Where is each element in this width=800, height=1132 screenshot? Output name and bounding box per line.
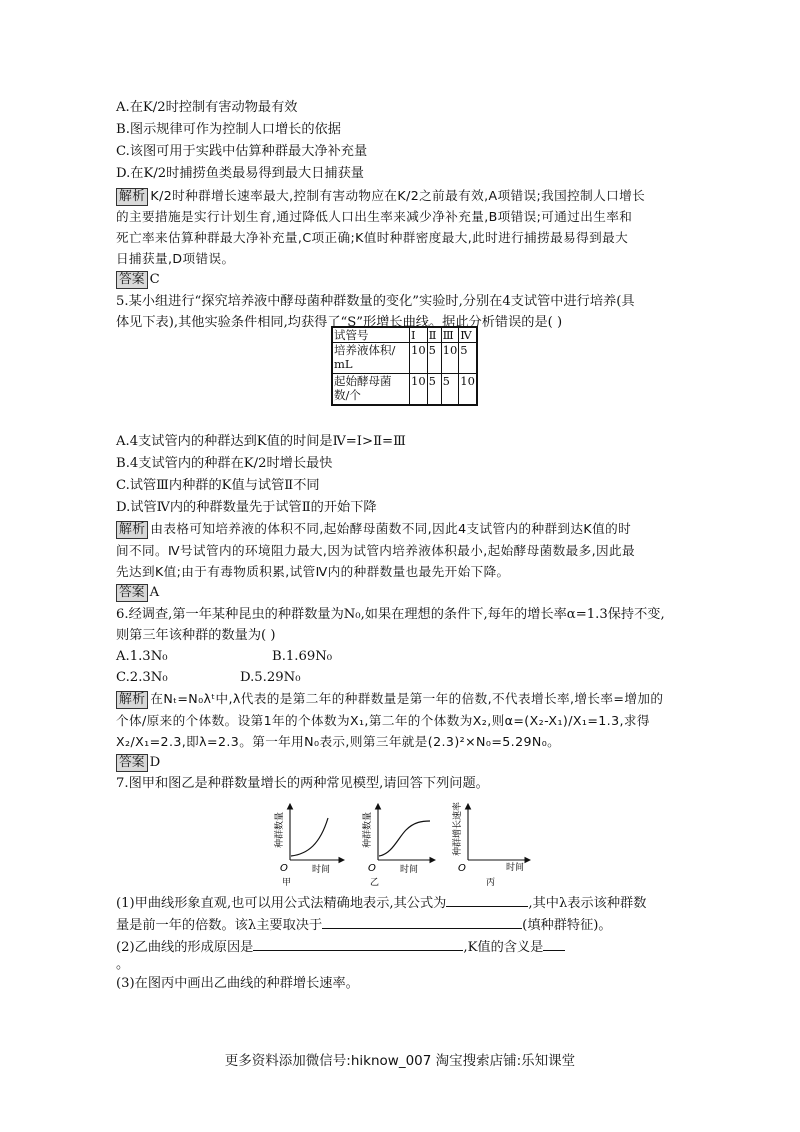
k-meaning-blank[interactable]	[543, 936, 565, 951]
q6-option-b: B.1.69N₀	[272, 649, 333, 664]
q6-stem-line-2: 则第三年该种群的数量为( )	[116, 628, 276, 643]
graph-bing-caption: 丙	[486, 878, 496, 888]
q5-option-d: D.试管Ⅳ内的种群数量先于试管Ⅱ的开始下降	[116, 500, 377, 515]
table-header-cell: Ⅲ	[441, 327, 459, 343]
s-curve	[379, 821, 430, 856]
q5-analysis-line-2: 间不同。Ⅳ号试管内的环境阻力最大,因为试管内培养液体积最小,起始酵母菌数最多,因此最	[116, 543, 635, 558]
q6-analysis-line-2: 个体/原来的个体数。设第1年的个体数为X₁,第二年的个体数为X₂,则α=(X₂-X₁)/X₁=1.3,求得	[116, 713, 650, 728]
q7-sub1-line-2: 量是前一年的倍数。该λ主要取决于 (填种群特征)。	[116, 914, 612, 935]
q4-option-c: C.该图可用于实践中估算种群最大净补充量	[116, 144, 368, 159]
q7-sub3: (3)在图丙中画出乙曲线的种群增长速率。	[116, 976, 359, 991]
graph-yi	[361, 804, 435, 888]
q4-option-d: D.在K/2时捕捞鱼类最易得到最大日捕获量	[116, 166, 364, 181]
q4-analysis-line-4: 日捕获量,D项错误。	[116, 251, 235, 266]
graph-yi-caption: 乙	[370, 878, 380, 888]
answer-tag: 答案	[116, 271, 148, 289]
trait-blank[interactable]	[322, 914, 522, 929]
q7-graphs	[260, 800, 540, 888]
q5-stem-line-1: 5.某小组进行“探究培养液中酵母菌种群数量的变化”实验时,分别在4支试管中进行培养(具	[116, 294, 635, 309]
q5-answer: 答案 A	[116, 583, 159, 602]
q6-option-a: A.1.3N₀	[116, 649, 168, 664]
q7-sub1-line-1: (1)甲曲线形象直观,也可以用公式法精确地表示,其公式为 ,其中λ表示该种群数	[116, 892, 646, 913]
graph-yi-xlabel: 时间	[400, 865, 419, 875]
j-curve	[291, 818, 328, 856]
table-row: 起始酵母菌 数/个 10 5 5 10	[332, 374, 477, 406]
graph-bing-origin: O	[458, 863, 466, 874]
table-header-cell: 试管号	[332, 327, 410, 343]
graph-jia-caption: 甲	[282, 878, 292, 888]
graph-jia-xlabel: 时间	[312, 865, 331, 875]
formula-blank[interactable]	[446, 892, 528, 907]
q4-analysis-line-3: 死亡率来估算种群最大净补充量,C项正确;K值时种群密度最大,此时进行捕捞最易得到最大	[116, 230, 629, 245]
graph-jia	[273, 804, 344, 888]
q5-option-b: B.4支试管内的种群在K/2时增长最快	[116, 456, 333, 471]
q4-analysis-line-1: 解析 K/2时种群增长速率最大,控制有害动物应在K/2之前最有效,A项错误;我国控制人口增长	[116, 186, 645, 206]
table-row: 培养液体积/ mL 10 5 10 5	[332, 343, 477, 374]
graph-yi-origin: O	[368, 863, 376, 874]
q7-sub2-line-2: 。	[116, 957, 130, 972]
q4-option-a: A.在K/2时控制有害动物最有效	[116, 100, 298, 115]
q4-analysis-line-2: 的主要措施是实行计划生育,通过降低人口出生率来减少净补充量,B项错误;可通过出生率和	[116, 209, 633, 224]
graph-bing	[451, 802, 530, 888]
q7-sub2-line-1: (2)乙曲线的形成原因是 ,K值的含义是	[116, 936, 565, 957]
graph-bing-xlabel: 时间	[506, 863, 525, 873]
q4-answer: 答案 C	[116, 270, 160, 289]
q6-option-c: C.2.3N₀	[116, 670, 168, 685]
reason-blank[interactable]	[253, 936, 463, 951]
table-header-cell: Ⅱ	[427, 327, 441, 343]
table-header-row	[332, 327, 477, 343]
graph-jia-origin: O	[280, 863, 288, 874]
q5-analysis-line-1: 解析 由表格可知培养液的体积不同,起始酵母菌数不同,因此4支试管内的种群到达K值的时	[116, 519, 631, 539]
graph-yi-ylabel: 种群数量	[363, 811, 373, 848]
q5-stem-line-2: 体见下表),其他实验条件相同,均获得了“S”形增长曲线。据此分析错误的是( )	[116, 315, 563, 330]
footer-note: 更多资料添加微信号:hiknow_007 淘宝搜索店铺:乐知课堂	[224, 1053, 576, 1069]
q5-option-c: C.试管Ⅲ内种群的K值与试管Ⅱ不同	[116, 478, 320, 493]
table-header-cell: Ⅳ	[459, 327, 477, 343]
answer-tag: 答案	[116, 584, 148, 602]
answer-tag: 答案	[116, 754, 148, 772]
q6-analysis-line-1: 解析 在Nₜ=N₀λᵗ中,λ代表的是第二年的种群数量是第一年的倍数,不代表增长率,增长率=增加的	[116, 689, 663, 709]
q5-option-a: A.4支试管内的种群达到K值的时间是Ⅳ=Ⅰ>Ⅱ=Ⅲ	[116, 434, 406, 449]
q5-analysis-line-3: 先达到K值;由于有毒物质积累,试管Ⅳ内的种群数量也最先开始下降。	[116, 564, 510, 579]
analysis-tag: 解析	[116, 521, 148, 539]
table-header-cell: Ⅰ	[410, 327, 428, 343]
analysis-tag: 解析	[116, 188, 148, 206]
tube-table	[331, 326, 478, 406]
q6-stem-line-1: 6.经调查,第一年某种昆虫的种群数量为N₀,如果在理想的条件下,每年的增长率α=1.3保持不变,	[116, 607, 665, 622]
q6-option-d: D.5.29N₀	[240, 670, 301, 685]
q4-option-b: B.图示规律可作为控制人口增长的依据	[116, 122, 341, 137]
analysis-tag: 解析	[116, 691, 148, 709]
q7-stem: 7.图甲和图乙是种群数量增长的两种常见模型,请回答下列问题。	[116, 776, 489, 791]
q6-analysis-line-3: X₂/X₁=2.3,即λ=2.3。第一年用N₀表示,则第三年就是(2.3)²×N₀=5.29N₀。	[116, 734, 561, 749]
graph-bing-ylabel: 种群增长速率	[453, 801, 463, 856]
graph-jia-ylabel: 种群数量	[275, 811, 285, 848]
q6-answer: 答案 D	[116, 753, 160, 772]
